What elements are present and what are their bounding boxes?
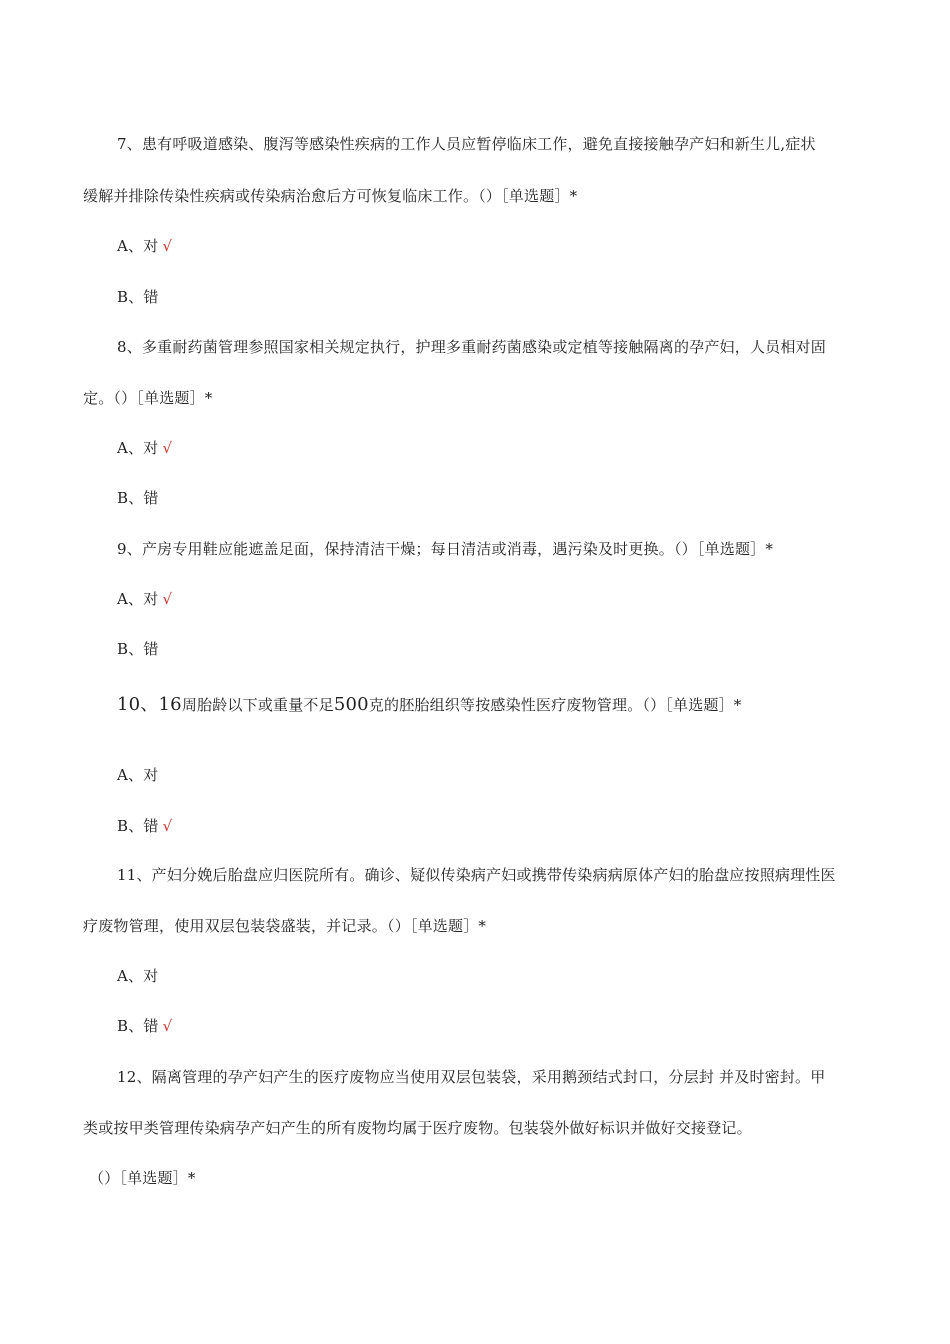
- check-icon: √: [162, 590, 173, 608]
- question-12-text-line-3: （）［单选题］*: [89, 1169, 196, 1187]
- option-label: B、错: [117, 1017, 159, 1035]
- option-label: A、对: [117, 590, 159, 608]
- option-label: A、对: [117, 766, 159, 784]
- option-label: B、错: [117, 817, 159, 835]
- question-11-text-line-1: 11、产妇分娩后胎盘应归医院所有。确诊、疑似传染病产妇或携带传染病病原体产妇的胎盘应按照病理性医: [117, 866, 836, 884]
- question-number-value: 500: [333, 694, 369, 715]
- question-10-option-b[interactable]: [117, 815, 172, 836]
- check-icon: √: [162, 1017, 173, 1035]
- question-11-option-a[interactable]: [117, 965, 158, 986]
- question-number: 10、16: [117, 694, 182, 715]
- question-9-option-a[interactable]: [117, 588, 172, 609]
- option-label: A、对: [117, 967, 159, 985]
- check-icon: √: [162, 817, 173, 835]
- option-label: A、对: [117, 237, 159, 255]
- question-text-part: 克的胚胎组织等按感染性医疗废物管理。（）［单选题］*: [368, 696, 742, 714]
- question-11-option-b[interactable]: [117, 1015, 172, 1036]
- option-label: B、错: [117, 288, 159, 306]
- question-8-text-line-2: 定。（）［单选题］*: [83, 389, 213, 407]
- question-7-text-line-2: 缓解并排除传染性疾病或传染病治愈后方可恢复临床工作。（）［单选题］*: [83, 187, 578, 205]
- check-icon: √: [162, 237, 173, 255]
- question-7-option-b[interactable]: [117, 286, 159, 307]
- question-9-text-line-1: 9、产房专用鞋应能遮盖足面，保持清洁干燥；每日清洁或消毒，遇污染及时更换。（）［单选题］*: [117, 540, 774, 558]
- question-8-text-line-1: 8、多重耐药菌管理参照国家相关规定执行，护理多重耐药菌感染或定植等接触隔离的孕产妇，人员相对固: [117, 338, 826, 356]
- option-label: A、对: [117, 439, 159, 457]
- question-10-text-line-1: [117, 690, 742, 716]
- question-7-option-a[interactable]: [117, 235, 172, 256]
- check-icon: √: [162, 439, 173, 457]
- question-11-text-line-2: 疗废物管理，使用双层包装袋盛装，并记录。（）［单选题］*: [83, 917, 487, 935]
- question-8-option-a[interactable]: [117, 437, 172, 458]
- question-7-text-line-1: 7、患有呼吸道感染、腹泻等感染性疾病的工作人员应暂停临床工作，避免直接接触孕产妇和新生儿,症状: [117, 135, 816, 153]
- question-8-option-b[interactable]: [117, 487, 159, 508]
- question-text-part: 周胎龄以下或重量不足: [181, 696, 334, 714]
- question-10-option-a[interactable]: [117, 764, 158, 785]
- option-label: B、错: [117, 489, 159, 507]
- question-12-text-line-2: 类或按甲类管理传染病孕产妇产生的所有废物均属于医疗废物。包装袋外做好标识并做好交接登记。: [83, 1119, 752, 1137]
- question-12-text-line-1: 12、隔离管理的孕产妇产生的医疗废物应当使用双层包装袋，采用鹅颈结式封口，分层封 并及时密封。甲: [117, 1068, 826, 1086]
- option-label: B、错: [117, 640, 159, 658]
- question-9-option-b[interactable]: [117, 638, 159, 659]
